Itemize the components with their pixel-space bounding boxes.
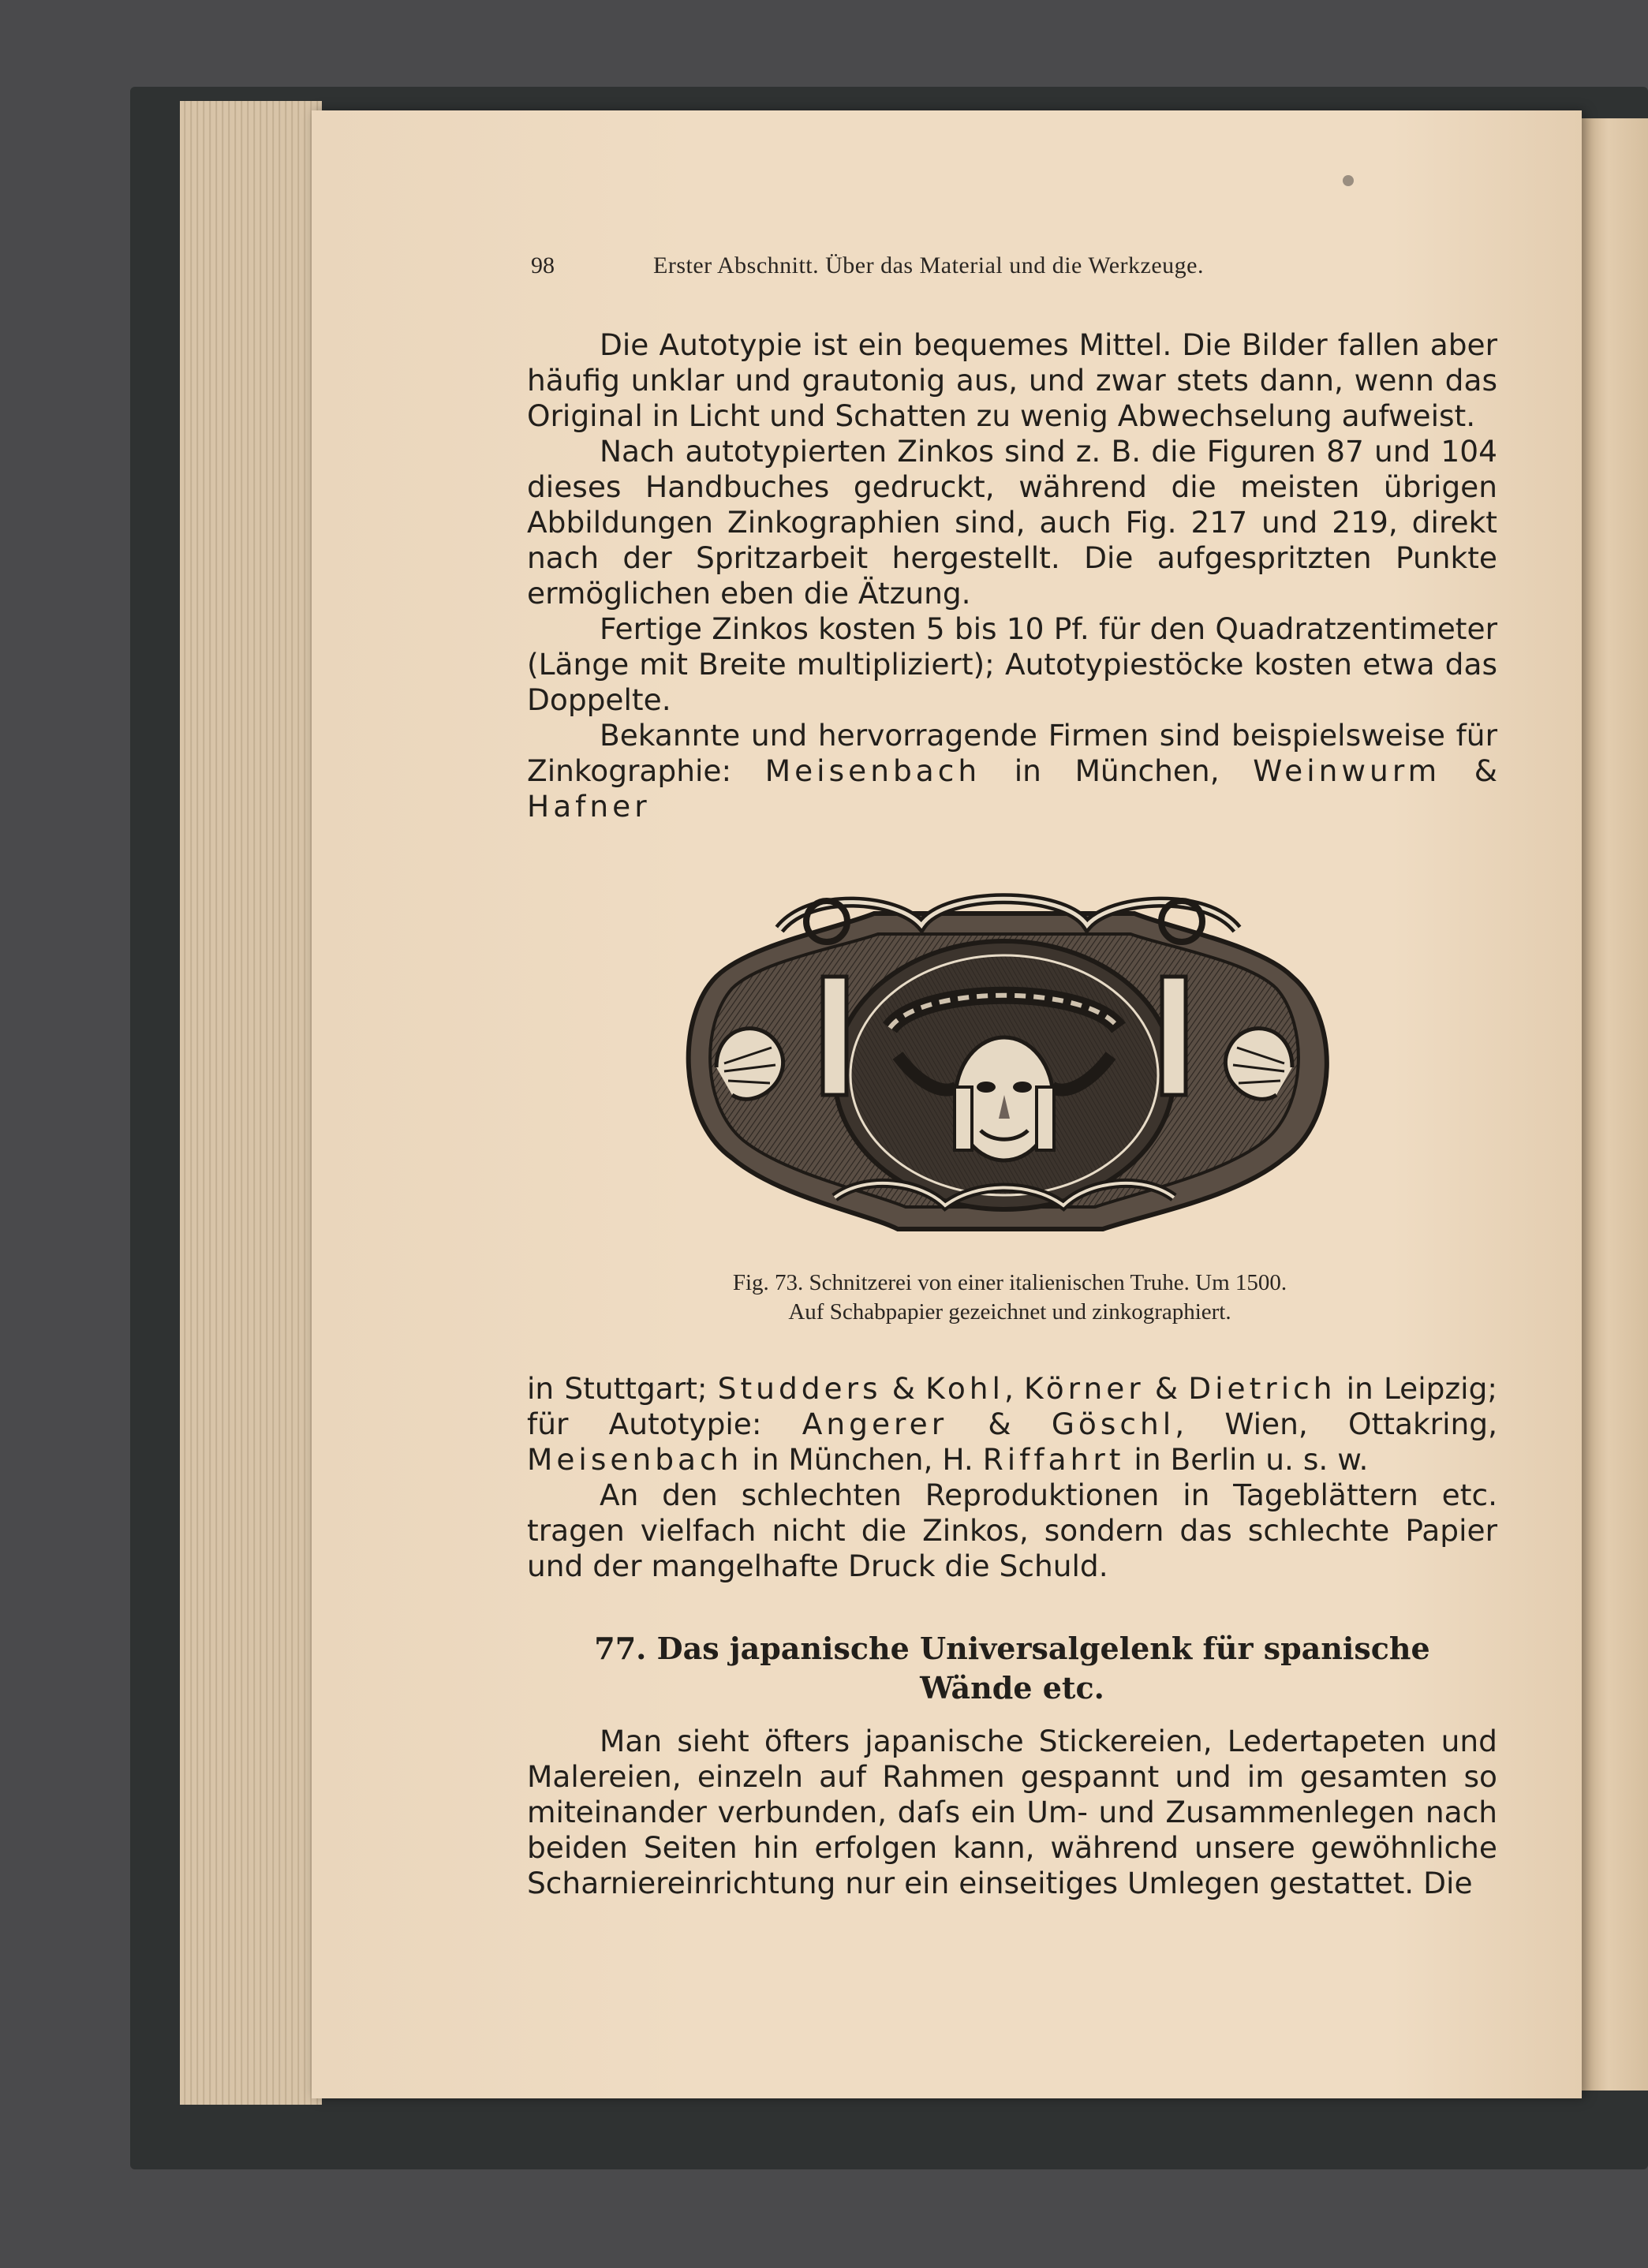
paragraph: Nach autotypierten Zinkos sind z. B. die Figuren 87 und 104 dieses Handbuches gedruckt, während die meisten übrigen Abbildungen Zinkographien sind, auch Fig. 217 und 219, direkt nach der Spritzarbeit hergestellt. Die aufgespritzten Punkte ermöglichen eben die Ätzung. xyxy=(527,434,1497,611)
text-block-bottom xyxy=(527,1724,1497,1901)
text-run: , Wien, Ottakring, xyxy=(1175,1407,1497,1441)
firm-name: Göschl xyxy=(1051,1407,1175,1441)
heading-line: 77. Das japanische Universalgelenk für spanische xyxy=(594,1631,1430,1666)
page-edges-left xyxy=(180,101,322,2105)
text-run: in Stuttgart; xyxy=(527,1371,718,1406)
firm-name: Meisenbach xyxy=(764,753,981,788)
heading-line: Wände etc. xyxy=(920,1670,1104,1706)
firm-name: Hafner xyxy=(527,789,651,824)
firm-name: Kohl xyxy=(925,1371,1004,1406)
text-run: in München, xyxy=(981,753,1254,788)
text-block-middle xyxy=(527,1371,1497,1584)
firm-name: Körner xyxy=(1024,1371,1145,1406)
paragraph: Die Autotypie ist ein bequemes Mittel. Die Bilder fallen aber häufig unklar und grautonig aus, und zwar stets dann, wenn das Original in Licht und Schatten zu wenig Abwechselung aufweist. xyxy=(527,327,1497,433)
firm-name: Studders xyxy=(717,1371,882,1406)
firm-name: Meisenbach xyxy=(527,1442,743,1477)
text-run: , xyxy=(1003,1371,1025,1406)
paragraph xyxy=(527,1371,1497,1478)
firm-name: Riffahrt xyxy=(982,1442,1125,1477)
paragraph: An den schlechten Reproduktionen in Tageblättern etc. tragen vielfach nicht die Zinkos, sondern das schlechte Papier und der mangelhafte Druck die Schuld. xyxy=(527,1478,1497,1583)
running-title: Erster Abschnitt. Über das Material und die Werkzeuge. xyxy=(653,252,1204,278)
figure-caption xyxy=(552,1269,1467,1327)
caption-line: Auf Schabpapier gezeichnet und zinkographiert. xyxy=(788,1299,1231,1325)
carving-illustration xyxy=(661,858,1347,1253)
running-head xyxy=(531,252,1367,287)
text-run: in Leipzig; für Autotypie: xyxy=(527,1371,1498,1441)
facing-page-edge xyxy=(1582,118,1648,2091)
text-run: & xyxy=(947,1407,1052,1441)
caption-line: Fig. 73. Schnitzerei von einer italienischen Truhe. Um 1500. xyxy=(732,1270,1287,1295)
section-heading xyxy=(527,1629,1497,1708)
text-block-top xyxy=(527,327,1497,824)
paragraph: Man sieht öfters japanische Stickereien, Ledertapeten und Malereien, einzeln auf Rahmen gespannt und im gesamten so miteinander verbunden, daſs ein Um- und Zusammenlegen nach beiden Seiten hin erfolgen kann, während unsere gewöhnliche Scharniereinrichtung nur ein einseitiges Umlegen gestattet. Die xyxy=(527,1724,1497,1900)
text-run: in Berlin u. s. w. xyxy=(1124,1442,1369,1477)
text-run: & xyxy=(1441,753,1497,788)
text-run: & xyxy=(1144,1371,1189,1406)
paragraph xyxy=(527,718,1497,824)
firm-name: Angerer xyxy=(802,1407,948,1441)
text-run: Bekannte und hervorragende Firmen sind beispielsweise für Zinkographie: xyxy=(527,718,1497,788)
firm-name: Weinwurm xyxy=(1253,753,1441,788)
text-run: & xyxy=(881,1371,926,1406)
page-number: 98 xyxy=(531,252,555,278)
paper-spot xyxy=(1343,175,1354,186)
text-run: in München, H. xyxy=(742,1442,983,1477)
firm-name: Dietrich xyxy=(1188,1371,1336,1406)
paragraph: Fertige Zinkos kosten 5 bis 10 Pf. für den Quadratzentimeter (Länge mit Breite multipliziert); Autotypiestöcke kosten etwa das Doppelte. xyxy=(527,611,1497,717)
